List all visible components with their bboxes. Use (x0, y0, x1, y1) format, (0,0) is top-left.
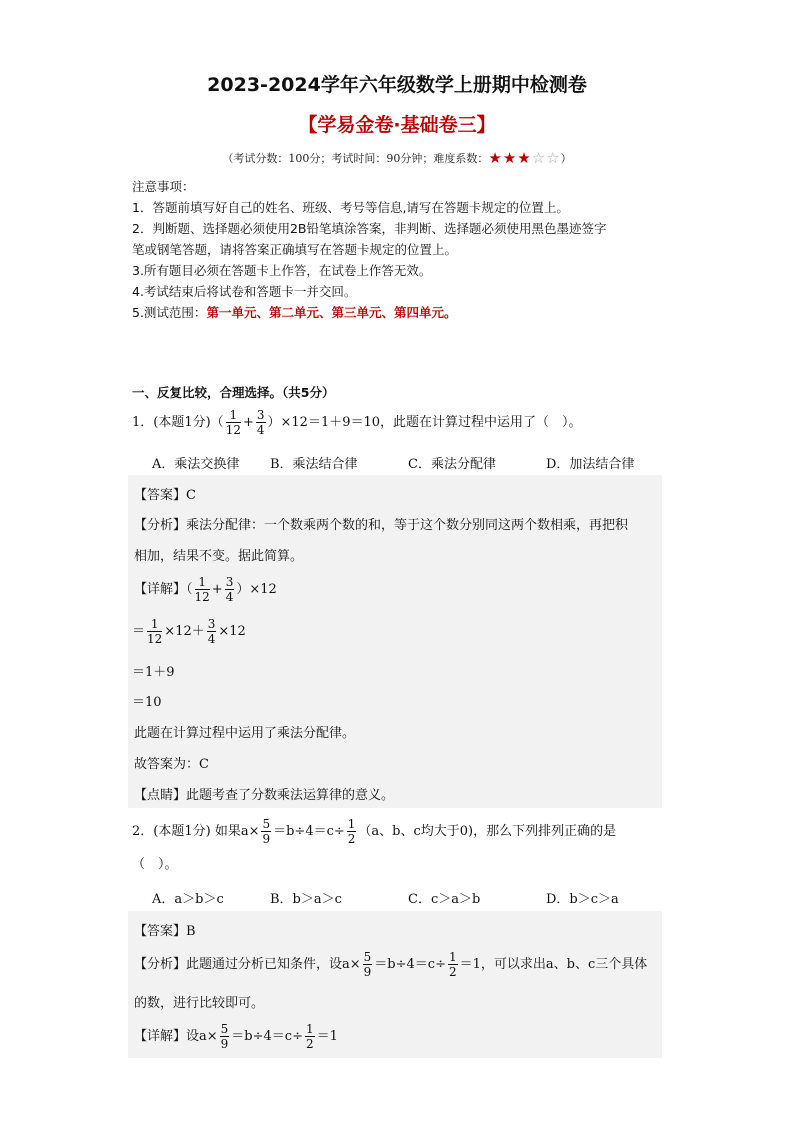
plus-sign: + (211, 582, 223, 597)
question-1 (132, 408, 582, 437)
meta-suffix: ） (560, 152, 572, 165)
notes-item: 3.所有题目必须在答题卡上作答，在试卷上作答无效。 (132, 263, 432, 278)
q2-answer: 【答案】B (134, 924, 196, 939)
q1-analysis-cont: 相加，结果不变。据此简算。 (134, 549, 304, 564)
option-c[interactable]: C．c＞a＞b (408, 892, 481, 907)
question-2 (132, 817, 616, 846)
notes-scope (132, 302, 672, 323)
notes-heading: 注意事项： (132, 179, 195, 194)
q2-suffix: （a、b、c均大于0)，那么下列排列正确的是 (358, 824, 617, 839)
q1-comment: 【点睛】此题考查了分数乘法运算律的意义。 (134, 788, 395, 803)
denominator: 9 (220, 1037, 229, 1051)
fraction (261, 817, 271, 846)
notes-item: 1．答题前填写好自己的姓名、班级、考号等信息,请写在答题卡规定的位置上。 (132, 200, 569, 215)
notes-item: 4.考试结束后将试卷和答题卡一并交回。 (132, 284, 357, 299)
detail-prefix: 【详解】设a× (134, 1029, 218, 1044)
detail-prefix: 【详解】（ (134, 582, 193, 597)
numerator: 1 (347, 817, 356, 831)
fraction (147, 617, 162, 646)
page-title: 2023-2024学年六年级数学上册期中检测卷 (207, 74, 587, 96)
q1-detail (134, 575, 277, 604)
q2-detail (134, 1022, 338, 1051)
notes-item: 笔或钢笔答题，请将答案正确填写在答题卡规定的位置上。 (132, 242, 458, 257)
q1-conclusion: 此题在计算过程中运用了乘法分配律。 (134, 726, 356, 741)
q1-analysis: 【分析】乘法分配律：一个数乘两个数的和，等于这个数分别同这两个数相乘，再把积 (134, 518, 629, 533)
notes-item: 2．判断题、选择题必须使用2B铅笔填涂答案，非判断、选择题必须使用黑色墨迹签字 (132, 221, 607, 236)
q1-step-1 (132, 617, 246, 646)
q2-analysis-cont: 的数，进行比较即可。 (134, 996, 265, 1011)
q1-final: 故答案为：C (134, 757, 209, 772)
fraction (347, 817, 357, 846)
numerator: 1 (448, 950, 457, 964)
denominator: 2 (347, 832, 356, 846)
plus-sign: + (242, 415, 254, 430)
option-d[interactable]: D．b＞c＞a (546, 892, 619, 907)
denominator: 4 (256, 423, 265, 437)
denominator: 12 (147, 632, 163, 646)
q1-step-3: ＝10 (132, 695, 162, 710)
numerator: 3 (225, 575, 234, 589)
analysis-mid: ＝b÷4＝c÷ (374, 957, 446, 972)
denominator: 2 (305, 1037, 314, 1051)
star-empty-icon: ☆☆ (531, 149, 561, 167)
meta-prefix: （考试分数：100分；考试时间：90分钟；难度系数： (222, 152, 489, 165)
fraction (195, 575, 210, 604)
fraction (207, 617, 217, 646)
detail-suffix: ）×12 (236, 582, 277, 597)
exam-meta (0, 149, 794, 167)
scope-value: 第一单元、第二单元、第三单元、第四单元。 (206, 305, 457, 320)
option-b[interactable]: B．b＞a＞c (270, 892, 342, 907)
option-a[interactable]: A．乘法交换律 (152, 457, 240, 472)
question-2-cont: （ ）。 (132, 857, 178, 872)
fraction (220, 1022, 230, 1051)
page-subtitle: 【学易金卷·基础卷三】 (298, 114, 496, 136)
step-mid: ×12＋ (164, 624, 205, 639)
step-suffix: ×12 (218, 624, 246, 639)
q2-analysis (134, 950, 647, 979)
option-d[interactable]: D．加法结合律 (546, 457, 635, 472)
numerator: 1 (147, 617, 162, 632)
option-c[interactable]: C．乘法分配律 (408, 457, 496, 472)
fraction (363, 950, 373, 979)
numerator: 5 (363, 950, 372, 964)
difficulty-stars (488, 149, 560, 167)
analysis-suffix: ＝1，可以求出a、b、c三个具体 (459, 957, 648, 972)
scope-label: 5.测试范围： (132, 305, 207, 320)
analysis-prefix: 【分析】此题通过分析已知条件，设a× (134, 957, 361, 972)
section-title: 一、反复比较，合理选择。（共5分） (132, 385, 335, 400)
q1-answer: 【答案】C (134, 488, 196, 503)
q2-mid: ＝b÷4＝c÷ (273, 824, 345, 839)
numerator: 5 (262, 817, 271, 831)
numerator: 1 (226, 408, 241, 423)
denominator: 9 (363, 965, 372, 979)
q1-suffix: ）×12＝1＋9＝10，此题在计算过程中运用了（ ）。 (267, 415, 582, 430)
fraction (226, 408, 241, 437)
denominator: 12 (225, 423, 241, 437)
denominator: 4 (225, 590, 234, 604)
denominator: 2 (448, 965, 457, 979)
numerator: 1 (195, 575, 210, 590)
fraction (448, 950, 458, 979)
q1-step-2: ＝1＋9 (132, 665, 175, 680)
numerator: 1 (305, 1022, 314, 1036)
denominator: 9 (262, 832, 271, 846)
star-filled-icon: ★★★ (488, 149, 532, 167)
notes-block (132, 176, 672, 323)
detail-suffix: ＝1 (316, 1029, 338, 1044)
q1-prefix: 1．(本题1分)（ (132, 415, 224, 430)
detail-mid: ＝b÷4＝c÷ (231, 1029, 303, 1044)
q2-prefix: 2．(本题1分) 如果a× (132, 824, 260, 839)
numerator: 3 (207, 617, 216, 631)
fraction (305, 1022, 315, 1051)
option-b[interactable]: B．乘法结合律 (270, 457, 358, 472)
denominator: 12 (194, 590, 210, 604)
fraction (225, 575, 235, 604)
q1-options (152, 453, 634, 472)
denominator: 4 (207, 632, 216, 646)
q2-options (152, 888, 619, 907)
numerator: 5 (220, 1022, 229, 1036)
option-a[interactable]: A．a＞b＞c (152, 892, 224, 907)
fraction (256, 408, 266, 437)
equals: ＝ (132, 624, 146, 639)
numerator: 3 (256, 408, 265, 422)
